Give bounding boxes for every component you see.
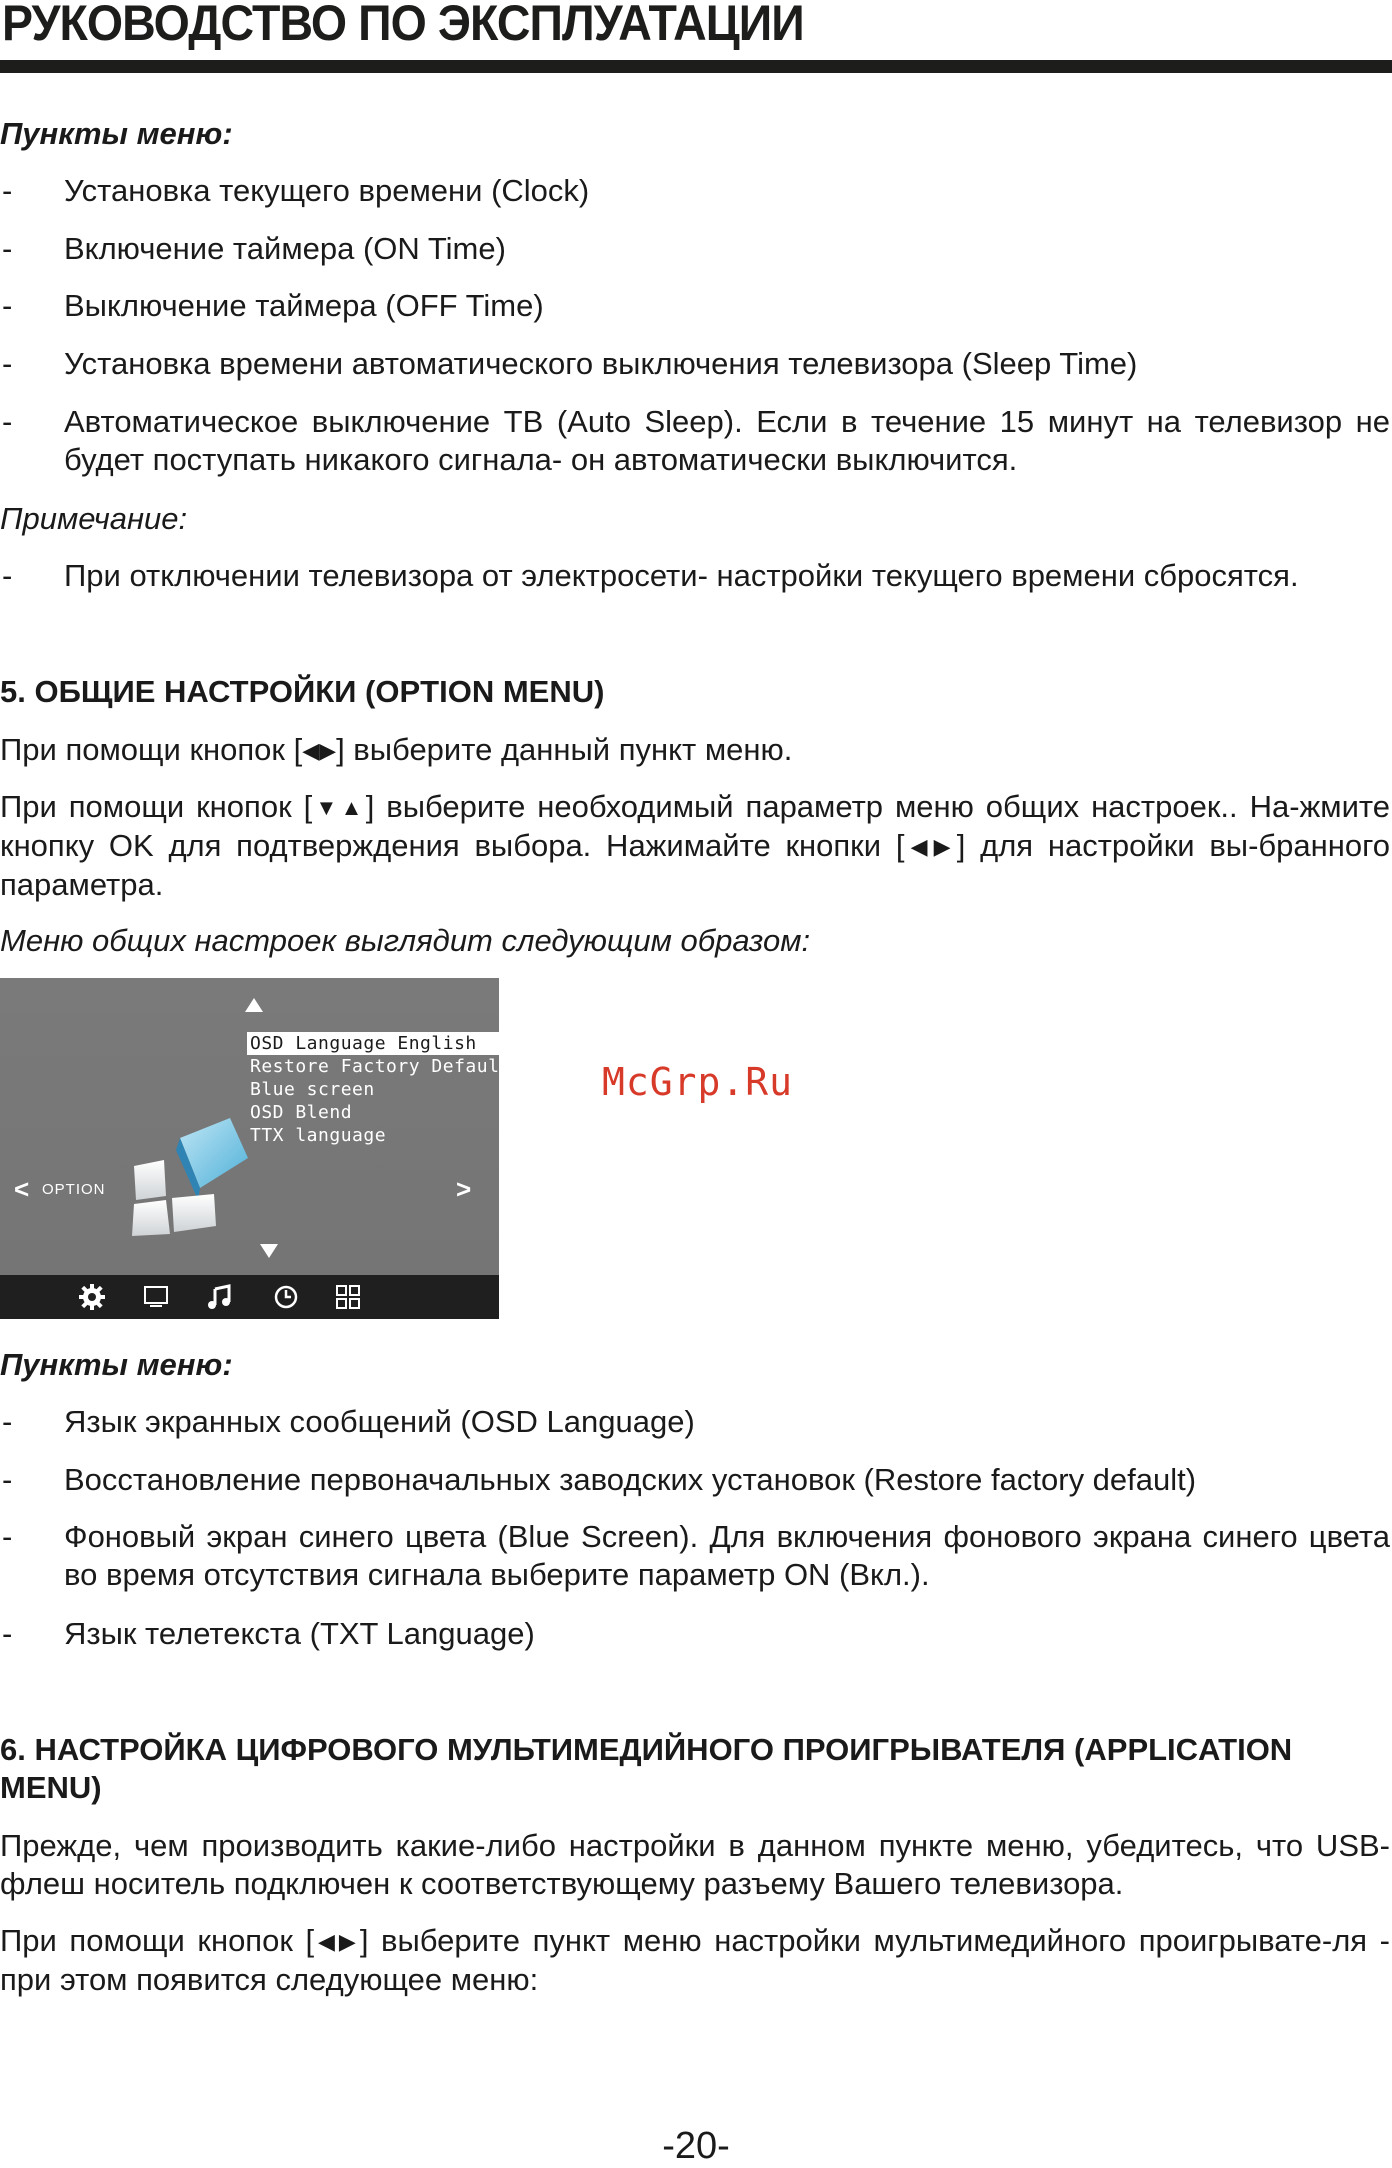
paragraph: При помощи кнопок [◀▶] выберите пункт меню настройки мультимедийного проигрывате-ля - при этом появится следующее меню: bbox=[0, 1923, 1390, 1997]
left-right-arrows-icon: ◀▶ bbox=[904, 834, 957, 859]
list-item: Восстановление первоначальных заводских установок (Restore factory default) bbox=[64, 1462, 1197, 1497]
apps-grid-icon[interactable] bbox=[334, 1283, 362, 1311]
music-icon[interactable] bbox=[206, 1283, 234, 1311]
up-arrow-icon bbox=[245, 998, 263, 1012]
nav-left-arrow[interactable]: < bbox=[14, 1174, 30, 1204]
section-title-application: 6. НАСТРОЙКА ЦИФРОВОГО МУЛЬТИМЕДИЙНОГО ПРОИГРЫВАТЕЛЯ (APPLICATION MENU) bbox=[0, 1732, 1293, 1805]
down-arrow-icon bbox=[260, 1244, 278, 1258]
nav-right-arrow[interactable]: > bbox=[456, 1174, 472, 1204]
header-rule bbox=[0, 60, 1392, 73]
paragraph: Прежде, чем производить какие-либо настройки в данном пункте меню, убедитесь, что USB-флеш носитель подключен к соответствующему разъему Вашего телевизора. bbox=[0, 1828, 1390, 1901]
list-item: Выключение таймера (OFF Time) bbox=[64, 288, 544, 323]
menu-items-heading: Пункты меню: bbox=[0, 1347, 233, 1382]
list-dash: - bbox=[2, 173, 13, 208]
list-item: Автоматическое выключение ТВ (Auto Sleep). Если в течение 15 минут на телевизор не будет поступать никакого сигнала- он автоматически выключится. bbox=[64, 404, 1390, 477]
gear-icon[interactable] bbox=[78, 1283, 106, 1311]
list-dash: - bbox=[2, 1462, 13, 1497]
option-blue-screen[interactable]: Blue screen bbox=[250, 1079, 375, 1100]
list-dash: - bbox=[2, 1519, 13, 1554]
option-osd-language[interactable]: OSD Language English bbox=[247, 1032, 502, 1055]
menu-intro: Меню общих настроек выглядит следующим образом: bbox=[0, 923, 811, 958]
list-dash: - bbox=[2, 231, 13, 266]
paragraph: При помощи кнопок [◀▶] выберите данный пункт меню. bbox=[0, 732, 793, 767]
section-title-option: 5. ОБЩИЕ НАСТРОЙКИ (OPTION MENU) bbox=[0, 674, 605, 709]
option-list bbox=[247, 1032, 502, 1147]
option-menu-screenshot bbox=[0, 978, 499, 1319]
list-item: Установка времени автоматического выключения телевизора (Sleep Time) bbox=[64, 346, 1138, 381]
list-dash: - bbox=[2, 1616, 13, 1651]
list-dash: - bbox=[2, 404, 13, 439]
list-dash: - bbox=[2, 558, 13, 593]
note-item: При отключении телевизора от электросети- настройки текущего времени сбросятся. bbox=[64, 558, 1299, 593]
option-osd-blend[interactable]: OSD Blend bbox=[250, 1102, 353, 1123]
watermark: McGrp.Ru bbox=[602, 1060, 794, 1104]
left-right-arrows-icon: ◀▶ bbox=[314, 1929, 360, 1954]
list-item: Фоновый экран синего цвета (Blue Screen). Для включения фонового экрана синего цвета во время отсутствия сигнала выберите параметр ON (Вкл.). bbox=[64, 1519, 1390, 1592]
list-item: Установка текущего времени (Clock) bbox=[64, 173, 590, 208]
left-right-arrows-icon: ◀▶ bbox=[302, 738, 337, 763]
option-ttx-language[interactable]: TTX language bbox=[250, 1125, 387, 1146]
page-title: РУКОВОДСТВО ПО ЭКСПЛУАТАЦИИ bbox=[2, 0, 804, 51]
menu-bottom-bar bbox=[0, 1275, 499, 1319]
menu-items-heading: Пункты меню: bbox=[0, 116, 233, 151]
option-label: OPTION bbox=[42, 1181, 106, 1198]
note-heading: Примечание: bbox=[0, 501, 188, 536]
option-cubes-graphic bbox=[130, 1108, 250, 1248]
list-item: Язык телетекста (TXT Language) bbox=[64, 1616, 535, 1651]
option-restore-factory[interactable]: Restore Factory Defaul bbox=[250, 1056, 500, 1077]
list-dash: - bbox=[2, 288, 13, 323]
tv-icon[interactable] bbox=[142, 1283, 170, 1311]
page-number: -20- bbox=[662, 2125, 730, 2167]
down-up-arrows-icon: ▼▲ bbox=[312, 795, 366, 820]
list-dash: - bbox=[2, 1404, 13, 1439]
paragraph: При помощи кнопок [▼▲] выберите необходимый параметр меню общих настроек.. На-жмите кнопку OK для подтверждения выбора. Нажимайте кнопки [◀▶] для настройки вы-бранного параметра. bbox=[0, 789, 1390, 902]
list-dash: - bbox=[2, 346, 13, 381]
list-item: Включение таймера (ON Time) bbox=[64, 231, 506, 266]
clock-icon[interactable] bbox=[272, 1283, 300, 1311]
list-item: Язык экранных сообщений (OSD Language) bbox=[64, 1404, 695, 1439]
